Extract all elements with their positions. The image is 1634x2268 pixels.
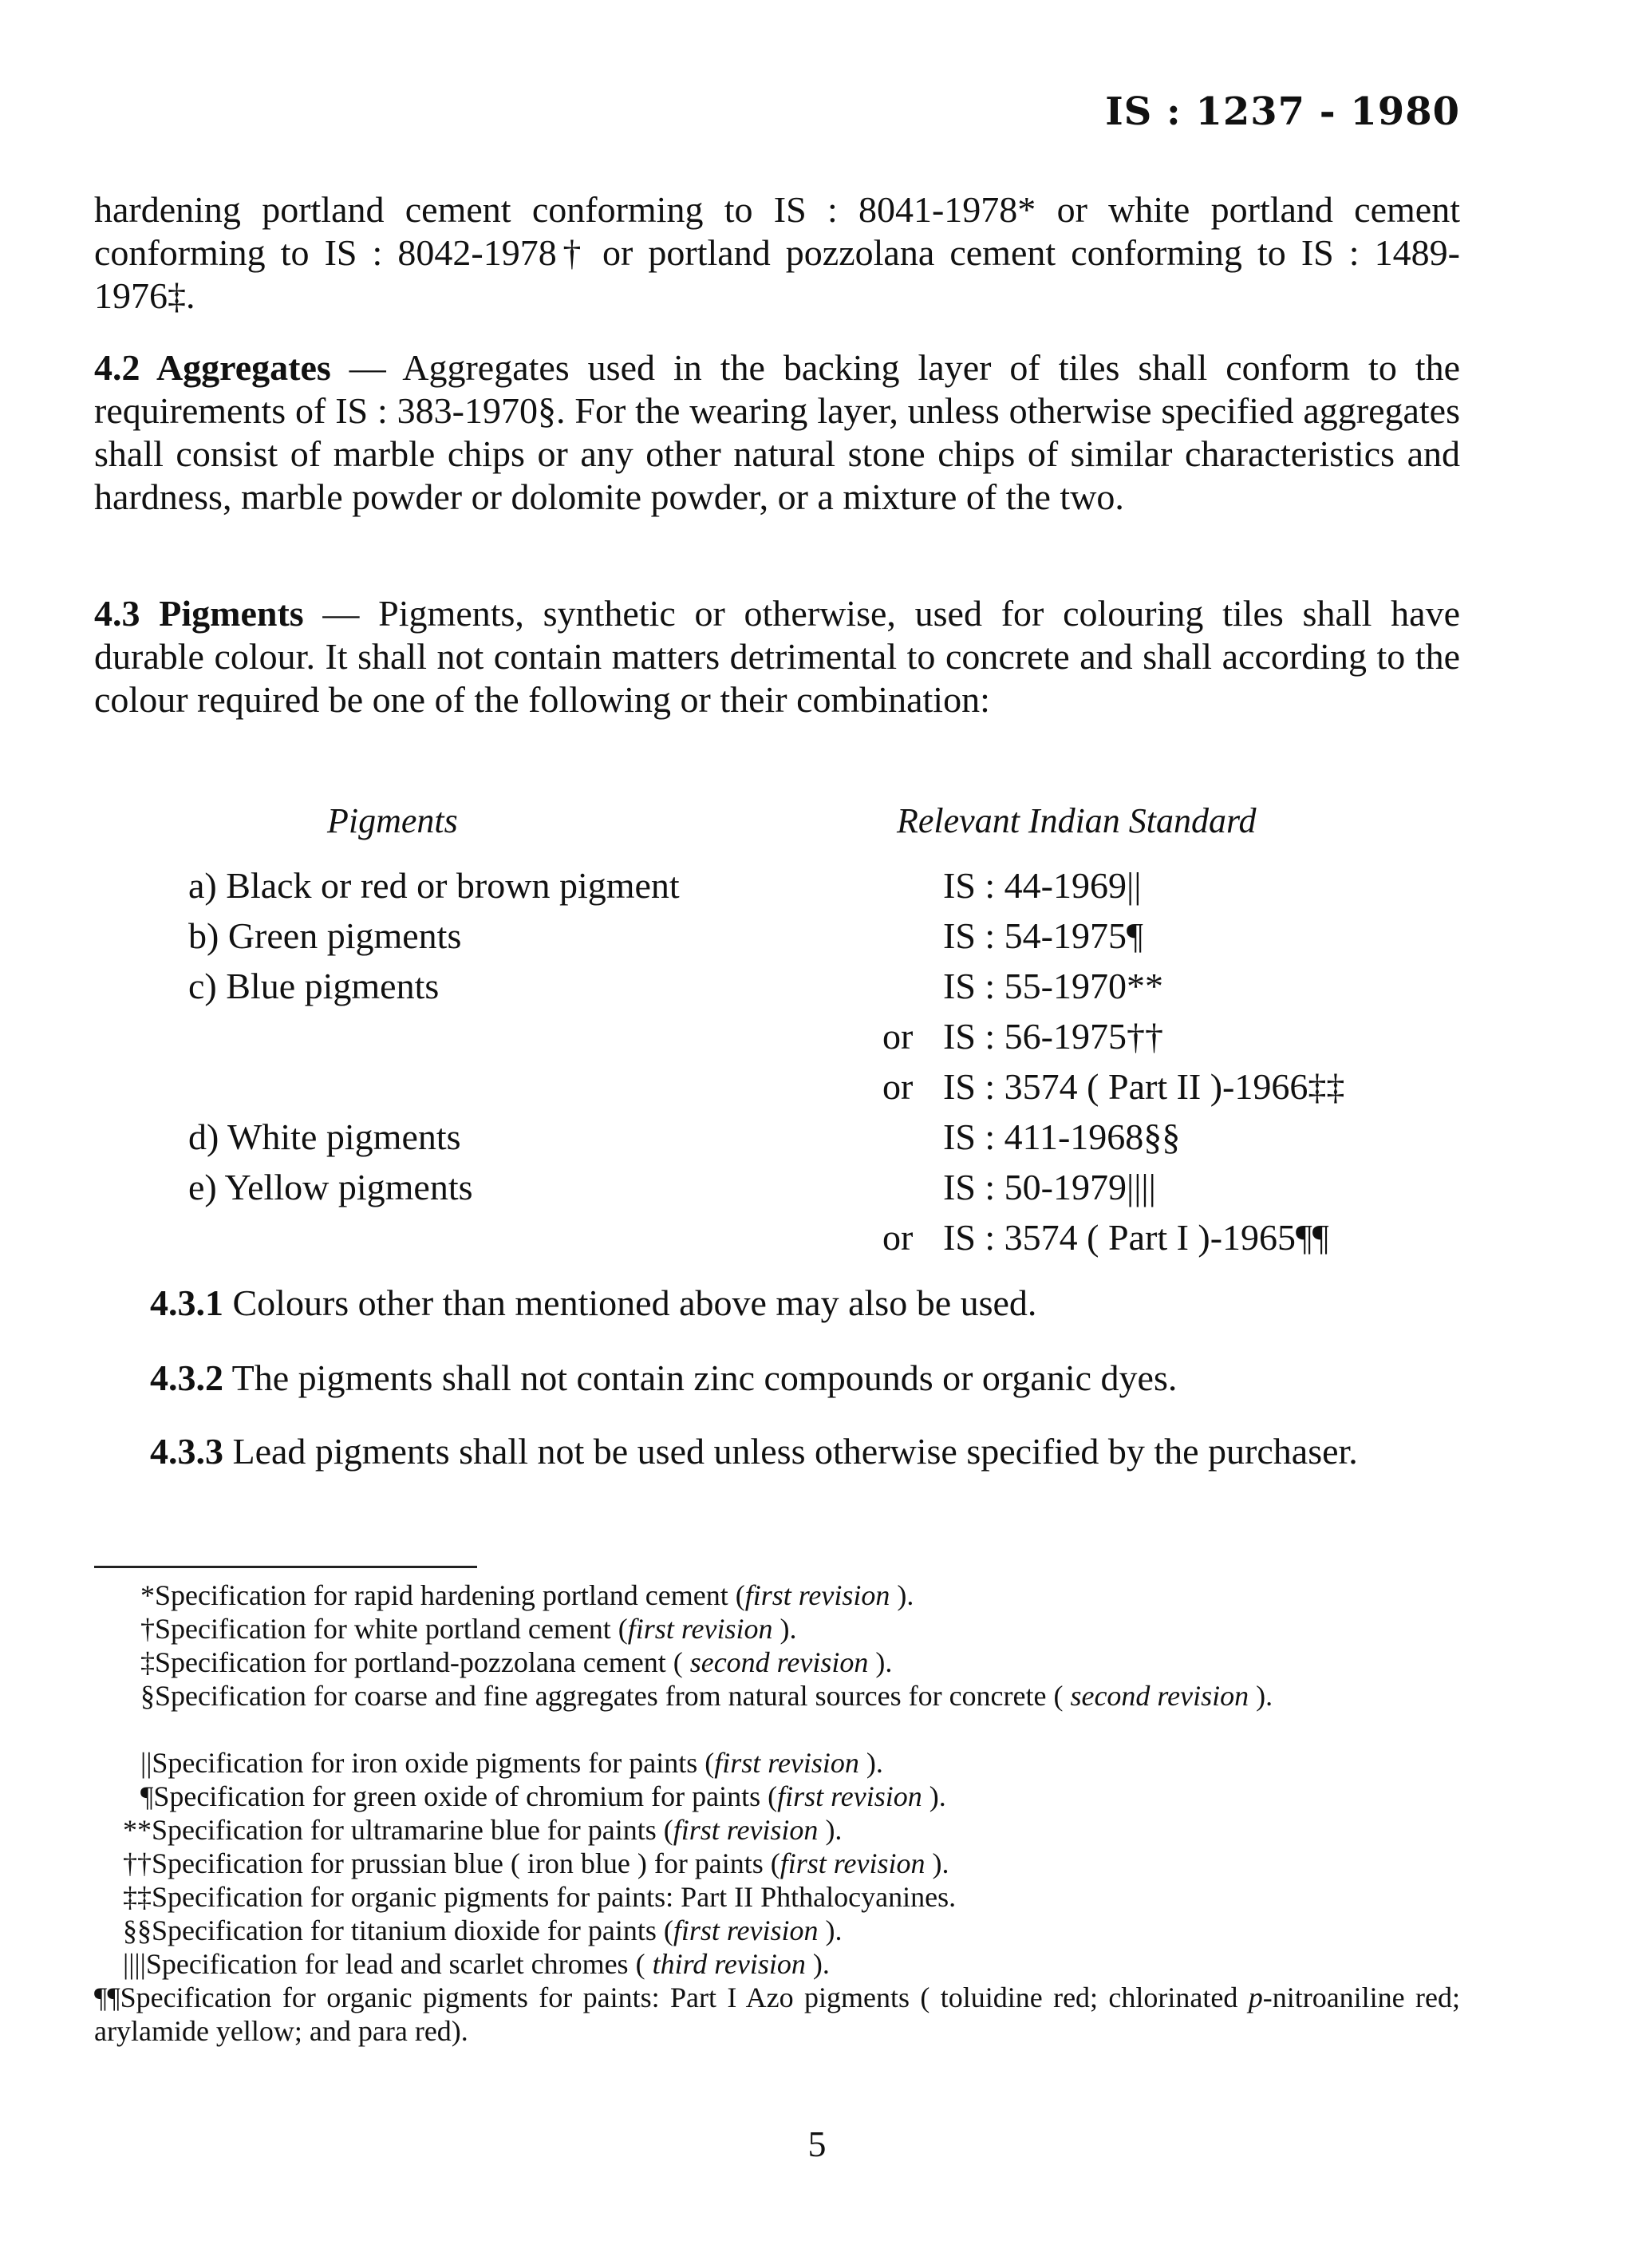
table-row	[0, 864, 1634, 914]
standard-reference: IS : 3574 ( Part II )-1966‡‡	[943, 1066, 1345, 1107]
document-number-header: IS : 1237 - 1980	[1105, 89, 1460, 134]
clause-4-3-2	[150, 1357, 1460, 1400]
clause-text: The pigments shall not contain zinc compounds or organic dyes.	[223, 1357, 1178, 1398]
footnote-divider	[94, 1566, 477, 1568]
clause-number: 4.3.2	[150, 1357, 223, 1398]
pigment-label: e) Yellow pigments	[188, 1167, 473, 1207]
section-4-3-body: — Pigments, synthetic or otherwise, used for colouring tiles shall have durable colour. It shall not contain matters detrimental to concrete and shall according to the colour required be one of the following or their combination:	[94, 593, 1461, 720]
footnote: ¶¶Specification for organic pigments for paints: Part I Azo pigments ( toluidine red; chlorinated p-nitroaniline red; arylamide yellow; and para red).	[94, 1982, 1460, 2047]
pigment-label: a) Black or red or brown pigment	[188, 865, 680, 906]
row-prefix: or	[882, 1217, 914, 1258]
table-row	[0, 915, 1634, 964]
clause-4-3-1	[150, 1282, 1460, 1325]
table-row	[0, 1116, 1634, 1165]
table-row	[0, 1015, 1634, 1065]
table-row	[0, 1166, 1634, 1215]
standard-reference: IS : 50-1979||||	[943, 1167, 1156, 1207]
table-row	[0, 965, 1634, 1014]
standard-reference: IS : 55-1970**	[943, 966, 1163, 1006]
footnote: †Specification for white portland cement (first revision ).	[140, 1613, 797, 1645]
section-4-3-title: 4.3 Pigments	[94, 593, 304, 634]
pigment-label: b) Green pigments	[188, 915, 462, 956]
footnote: ||Specification for iron oxide pigments for paints (first revision ).	[140, 1747, 883, 1779]
column-header-standard: Relevant Indian Standard	[897, 801, 1257, 840]
clause-number: 4.3.3	[150, 1431, 223, 1472]
page-number: 5	[807, 2124, 827, 2164]
pigment-label: d) White pigments	[188, 1116, 461, 1157]
clause-text: Lead pigments shall not be used unless otherwise specified by the purchaser.	[223, 1431, 1358, 1472]
clause-number: 4.3.1	[150, 1282, 223, 1323]
intro-paragraph: hardening portland cement conforming to IS : 8041-1978* or white portland cement conforming to IS : 8042-1978† or portland pozzolana cement conforming to IS : 1489-1976‡.	[94, 189, 1460, 316]
footnote: ‡Specification for portland-pozzolana cement ( second revision ).	[140, 1646, 893, 1678]
footnote: §§Specification for titanium dioxide for paints (first revision ).	[123, 1914, 843, 1946]
standard-reference: IS : 56-1975††	[943, 1016, 1163, 1057]
section-4-3	[94, 592, 1460, 721]
standard-reference: IS : 54-1975¶	[943, 915, 1143, 956]
footnote: *Specification for rapid hardening portland cement (first revision ).	[140, 1579, 914, 1611]
footnote: §Specification for coarse and fine aggregates from natural sources for concrete ( second revision ).	[140, 1680, 1273, 1712]
table-row	[0, 1065, 1634, 1115]
pigment-label: c) Blue pigments	[188, 966, 440, 1006]
standard-reference: IS : 411-1968§§	[943, 1116, 1181, 1157]
standard-reference: IS : 44-1969||	[943, 865, 1142, 906]
footnote: **Specification for ultramarine blue for paints (first revision ).	[123, 1814, 843, 1846]
row-prefix: or	[882, 1016, 914, 1057]
clause-4-3-3	[94, 1430, 1460, 1473]
footnote: ††Specification for prussian blue ( iron blue ) for paints (first revision ).	[123, 1847, 949, 1879]
column-header-pigments: Pigments	[327, 801, 458, 840]
section-4-2-body: — Aggregates used in the backing layer of tiles shall conform to the requirements of IS : 383-1970§. For the wearing layer, unless otherwise specified aggregates shall consist of marble chips or any other natural stone chips of similar characteristics and hardness, marble powder or dolomite powder, or a mixture of the two.	[94, 347, 1460, 517]
table-row	[0, 1216, 1634, 1266]
clause-text: Colours other than mentioned above may also be used.	[223, 1282, 1037, 1323]
standard-reference: IS : 3574 ( Part I )-1965¶¶	[943, 1217, 1329, 1258]
section-4-2	[94, 346, 1460, 519]
footnote: ¶Specification for green oxide of chromium for paints (first revision ).	[140, 1780, 946, 1812]
row-prefix: or	[882, 1066, 914, 1107]
footnote: ‡‡Specification for organic pigments for paints: Part II Phthalocyanines.	[123, 1881, 957, 1913]
footnote: ||||Specification for lead and scarlet chromes ( third revision ).	[123, 1948, 830, 1980]
section-4-2-title: 4.2 Aggregates	[94, 347, 331, 388]
